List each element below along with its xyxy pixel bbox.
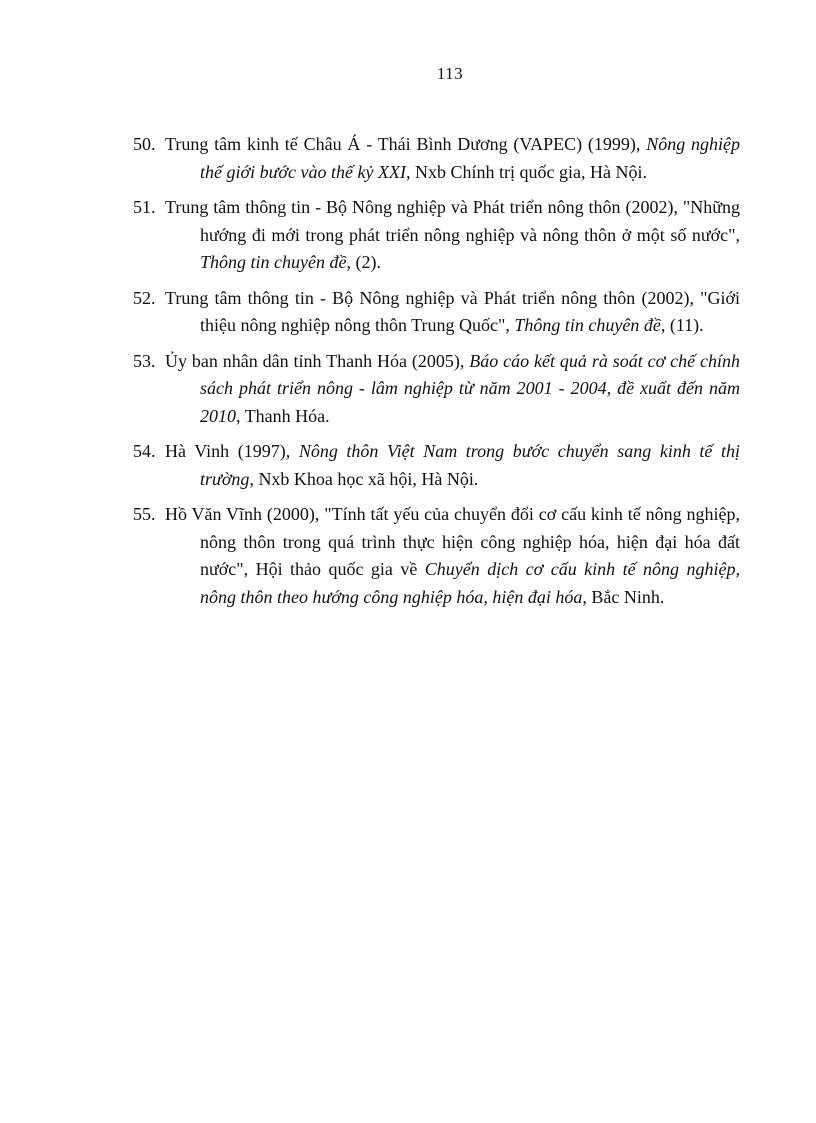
reference-item <box>133 194 740 277</box>
reference-text: Trung tâm thông tin - Bộ Nông nghiệp và Phát triển nông thôn (2002), "Giới thiệu nông nghiệp nông thôn Trung Quốc", <box>165 287 740 335</box>
reference-text: Trung tâm thông tin - Bộ Nông nghiệp và Phát triển nông thôn (2002), "Những hướng đi mới trong phát triển nông nghiệp và nông thôn ở một số nước", <box>165 197 740 245</box>
reference-publisher: Nxb Khoa học xã hội, Hà Nội. <box>253 468 479 489</box>
reference-text: Trung tâm kinh tế Châu Á - Thái Bình Dương (VAPEC) (1999), <box>165 134 647 154</box>
reference-publisher: , Bắc Ninh. <box>582 586 665 607</box>
reference-title: Báo cáo kết quả rà soát cơ chế chính sách phát triển nông - lâm nghiệp từ năm 2001 - 2004, đề xuất đến năm 2010 <box>200 350 740 426</box>
reference-publisher: (2). <box>350 252 381 272</box>
reference-number: 51. <box>133 197 156 217</box>
page-number: 113 <box>436 64 464 83</box>
reference-publisher: Nxb Chính trị quốc gia, Hà Nội. <box>410 161 647 182</box>
reference-item <box>133 285 740 340</box>
reference-publisher: , Thanh Hóa. <box>236 405 330 426</box>
reference-item <box>133 501 740 611</box>
reference-title: Thông tin chuyên đề <box>514 315 661 335</box>
reference-publisher: , (11). <box>660 315 704 335</box>
reference-item <box>133 348 740 431</box>
reference-item <box>133 438 740 493</box>
reference-text: Hà Vinh (1997), <box>165 441 299 461</box>
reference-number: 55. <box>133 504 156 524</box>
reference-text: Hồ Văn Vĩnh (2000), "Tính tất yếu của chuyển đổi cơ cấu kinh tế nông nghiệp, nông thôn trong quá trình thực hiện công nghiệp hóa, hiện đại hóa đất nước", Hội thảo quốc gia về <box>165 504 740 579</box>
reference-title: Nông thôn Việt Nam trong bước chuyển sang kinh tế thị trường, <box>200 441 740 489</box>
reference-item <box>133 131 740 186</box>
reference-list <box>133 131 740 619</box>
reference-title: Nông nghiệp thế giới bước vào thế kỷ XXI, <box>200 134 740 182</box>
reference-text: Ủy ban nhân dân tỉnh Thanh Hóa (2005), <box>165 350 470 371</box>
reference-title: Chuyển dịch cơ cấu kinh tế nông nghiệp, nông thôn theo hướng công nghiệp hóa, hiện đại hóa <box>200 559 740 607</box>
reference-number: 52. <box>133 287 156 308</box>
reference-number: 54. <box>133 441 156 461</box>
reference-number: 50. <box>133 134 156 154</box>
reference-title: Thông tin chuyên đề, <box>200 252 351 272</box>
reference-number: 53. <box>133 350 156 371</box>
